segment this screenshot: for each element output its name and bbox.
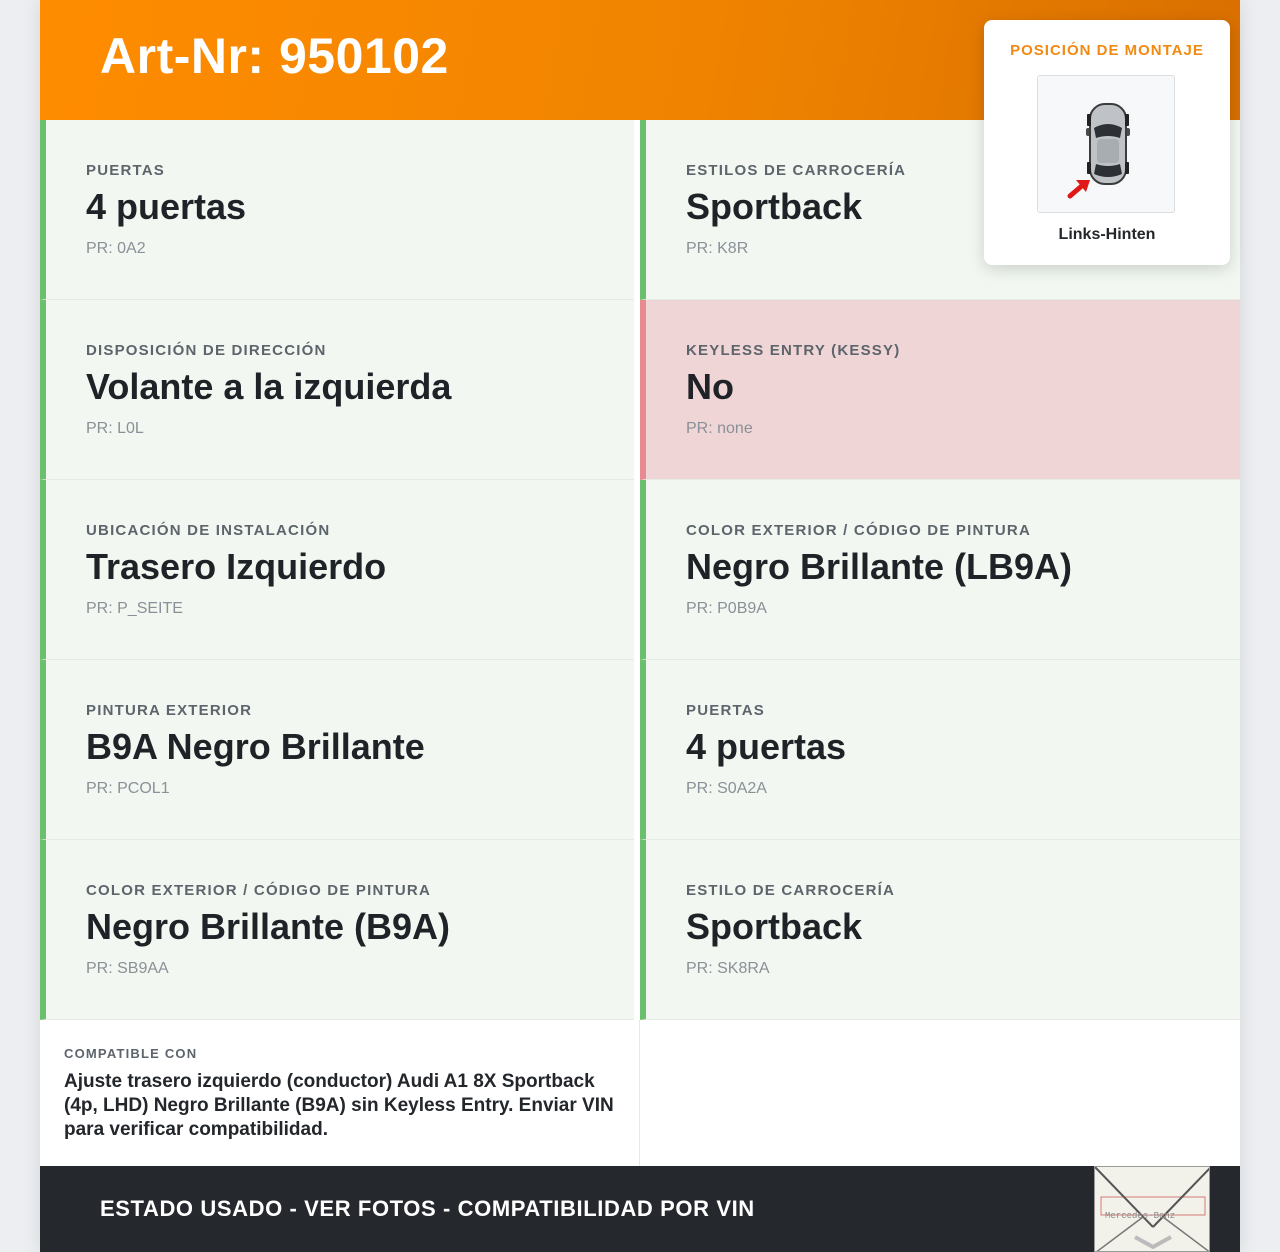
attribute-pr-code: PR: 0A2 <box>86 240 146 257</box>
attribute-card-steering <box>40 300 634 480</box>
mount-position-card <box>984 20 1230 265</box>
attribute-pr-code: PR: L0L <box>86 420 144 437</box>
letter-stamp-image <box>1094 1166 1210 1252</box>
product-sheet <box>40 0 1240 1252</box>
attribute-value: Sportback <box>686 906 863 947</box>
attribute-card-doors <box>40 120 634 300</box>
attribute-value: B9A Negro Brillante <box>86 726 425 767</box>
attribute-pr-code: PR: K8R <box>686 240 749 257</box>
attribute-pr-code: PR: SB9AA <box>86 960 169 977</box>
attribute-label: KEYLESS ENTRY (KESSY) <box>686 342 901 359</box>
mount-position-caption: Links-Hinten <box>1058 226 1156 243</box>
attribute-value: 4 puertas <box>686 726 847 767</box>
attribute-pr-code: PR: P0B9A <box>686 600 767 617</box>
attribute-label: PUERTAS <box>686 702 765 719</box>
attribute-pr-code: PR: PCOL1 <box>86 780 170 797</box>
mount-position-title: POSICIÓN DE MONTAJE <box>1010 42 1204 59</box>
attribute-card-exterior-color-2 <box>40 840 634 1020</box>
attribute-label: COLOR EXTERIOR / CÓDIGO DE PINTURA <box>86 882 431 899</box>
attribute-label: DISPOSICIÓN DE DIRECCIÓN <box>86 342 327 359</box>
attribute-card-keyless-entry <box>640 300 1240 480</box>
attribute-label: UBICACIÓN DE INSTALACIÓN <box>86 522 331 539</box>
attribute-value: Volante a la izquierda <box>86 366 452 407</box>
attribute-card-doors-2 <box>640 660 1240 840</box>
mount-position-diagram <box>1037 75 1175 213</box>
attribute-pr-code: PR: SK8RA <box>686 960 770 977</box>
compatibility-label: COMPATIBLE CON <box>64 1046 198 1061</box>
footer-bar <box>40 1166 1240 1252</box>
envelope-icon <box>1095 1167 1210 1252</box>
attribute-card-exterior-paint <box>40 660 634 840</box>
attribute-card-exterior-color <box>640 480 1240 660</box>
attribute-value: Trasero Izquierdo <box>86 546 387 587</box>
attribute-value: 4 puertas <box>86 186 247 227</box>
attribute-pr-code: PR: S0A2A <box>686 780 767 797</box>
attribute-value: Negro Brillante (B9A) <box>86 906 451 947</box>
compatibility-box <box>40 1020 640 1166</box>
attribute-label: ESTILOS DE CARROCERÍA <box>686 162 907 179</box>
attribute-card-body-style <box>640 840 1240 1020</box>
article-number-title: Art-Nr: 950102 <box>100 28 449 84</box>
attribute-pr-code: PR: P_SEITE <box>86 600 183 617</box>
attribute-pr-code: PR: none <box>686 420 753 437</box>
car-top-view-icon <box>1038 76 1174 212</box>
attribute-value: Sportback <box>686 186 863 227</box>
stamp-text: Mercedes-Benz <box>1105 1211 1176 1221</box>
compatibility-text: Ajuste trasero izquierdo (conductor) Audi A1 8X Sportback (4p, LHD) Negro Brillante (B9A) sin Keyless Entry. Enviar VIN para verificar compatibilidad. <box>64 1071 614 1140</box>
footer-condition-text: ESTADO USADO - VER FOTOS - COMPATIBILIDAD POR VIN <box>100 1196 755 1221</box>
attribute-value: Negro Brillante (LB9A) <box>686 546 1073 587</box>
attribute-label: COLOR EXTERIOR / CÓDIGO DE PINTURA <box>686 522 1031 539</box>
attribute-value: No <box>686 366 734 407</box>
attribute-label: PUERTAS <box>86 162 165 179</box>
attribute-label: ESTILO DE CARROCERÍA <box>686 882 896 899</box>
attribute-label: PINTURA EXTERIOR <box>86 702 253 719</box>
attribute-card-install-location <box>40 480 634 660</box>
